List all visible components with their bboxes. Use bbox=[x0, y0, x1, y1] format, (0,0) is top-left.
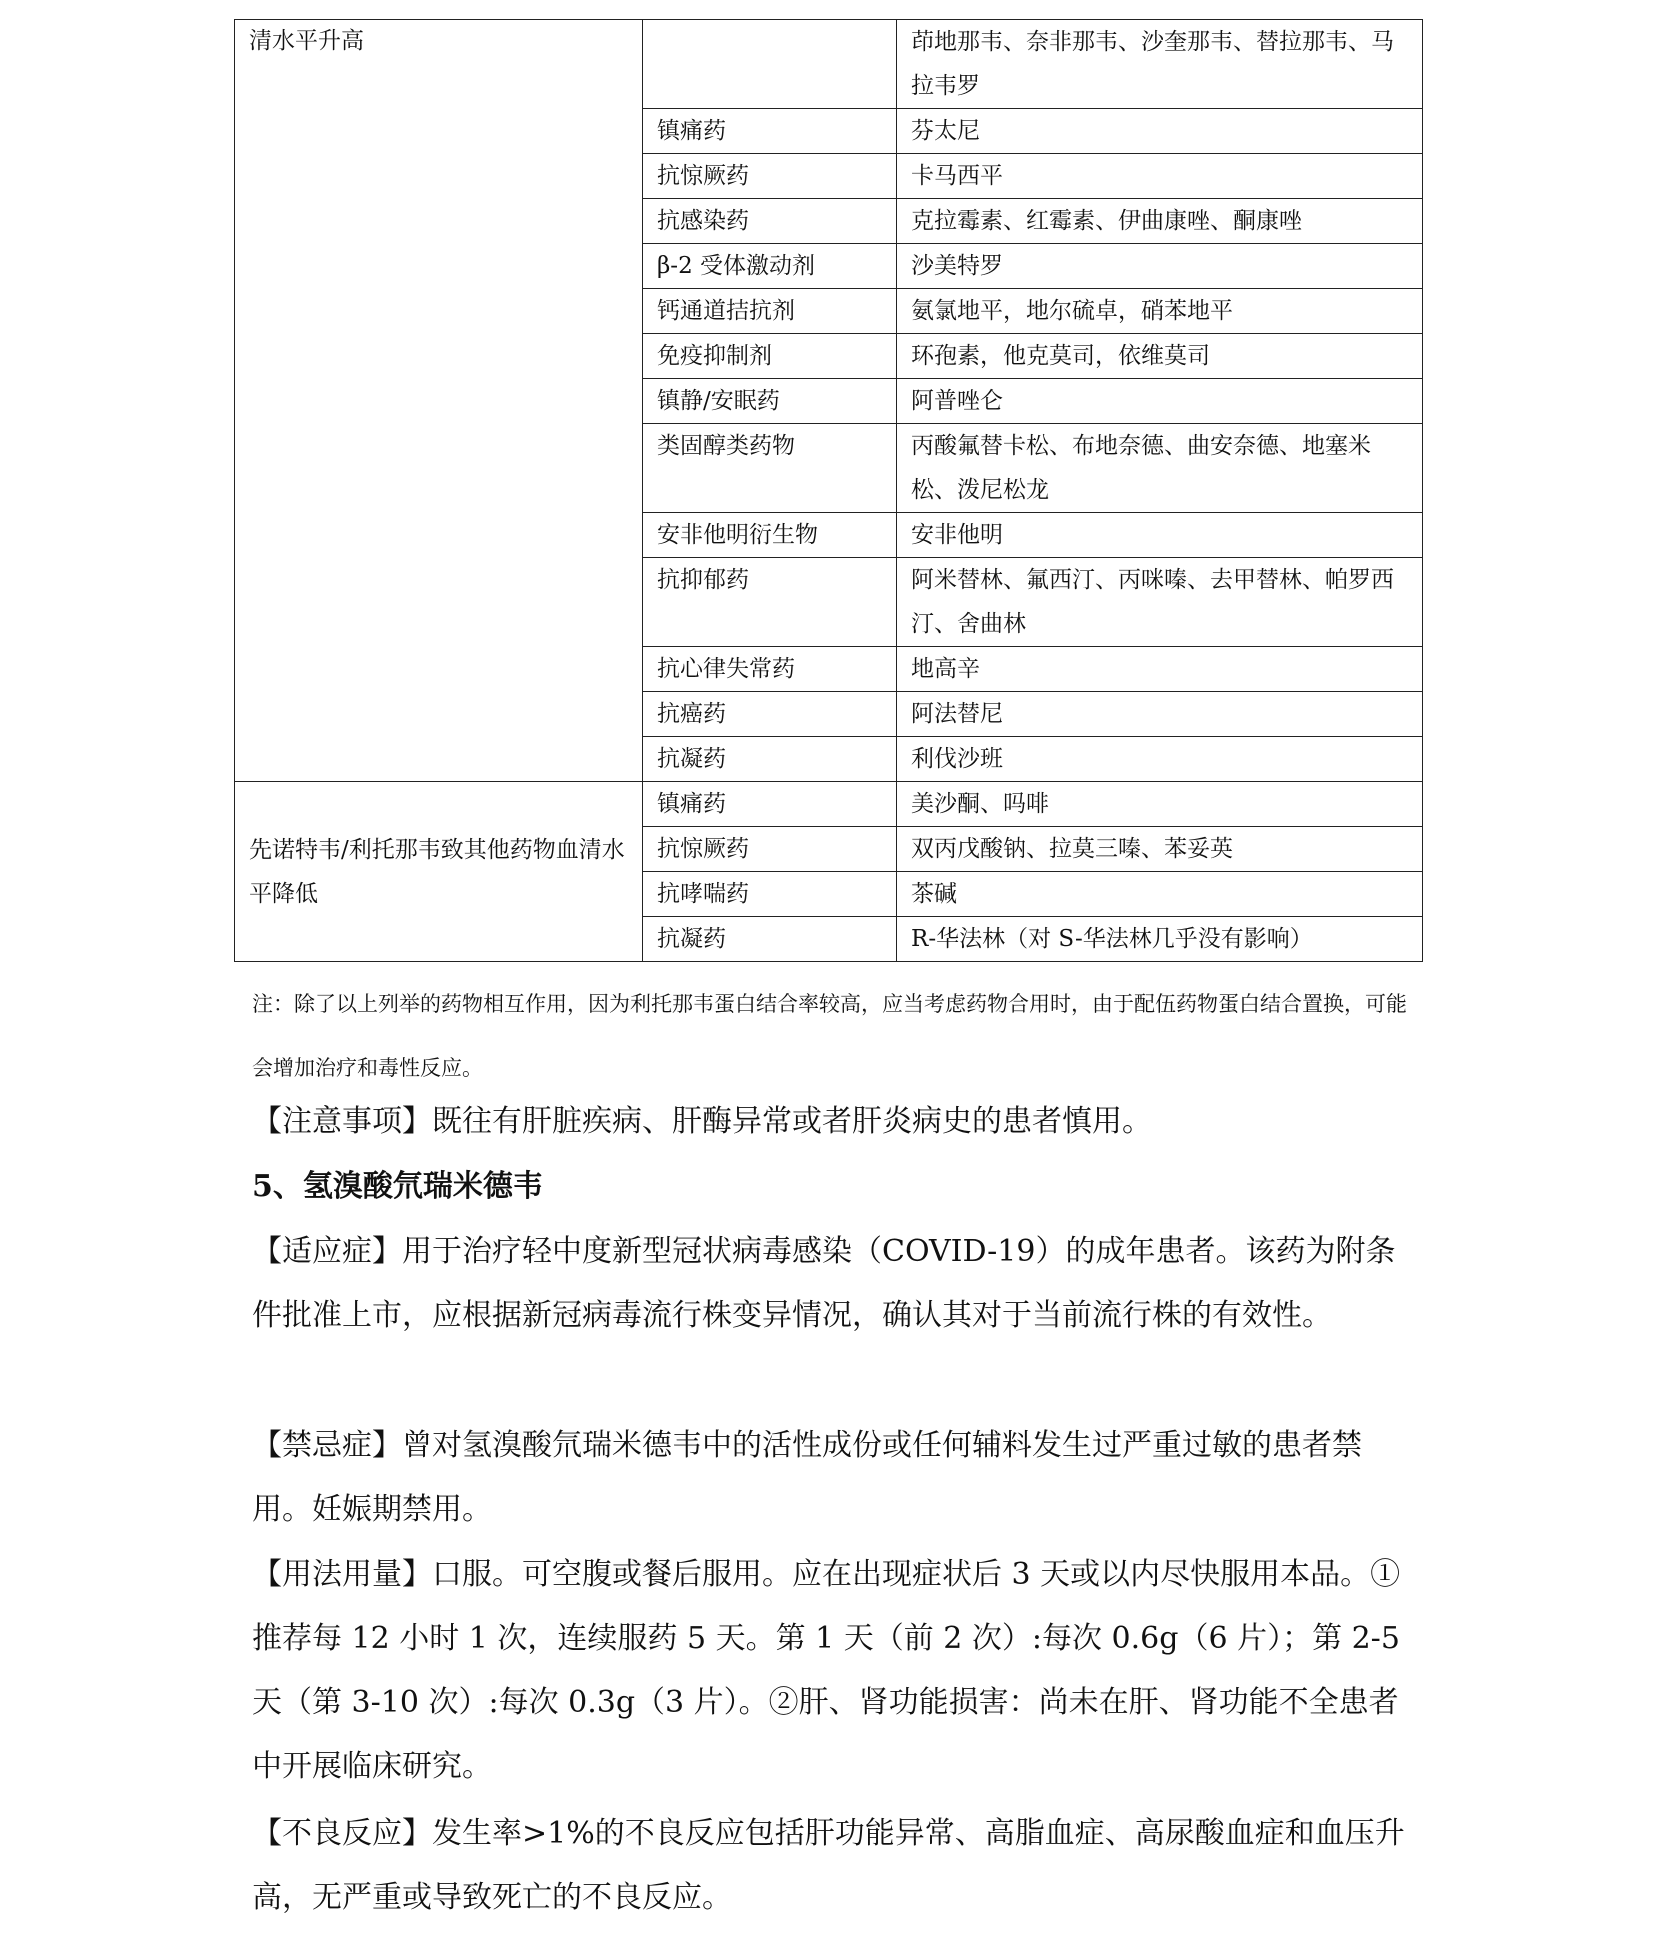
table-row bbox=[235, 782, 1423, 827]
drug-class-cell: 抗感染药 bbox=[643, 199, 897, 244]
drug-list-cell: 丙酸氟替卡松、布地奈德、曲安奈德、地塞米松、泼尼松龙 bbox=[897, 424, 1423, 513]
drug-class-cell: 抗凝药 bbox=[643, 917, 897, 962]
usage-paragraph: 【用法用量】口服。可空腹或餐后服用。应在出现症状后 3 天或以内尽快服用本品。①推荐每 12 小时 1 次，连续服药 5 天。第 1 天（前 2 次）:每次 0.6g（6 片）；第 2-5 天（第 3-10 次）:每次 0.3g（3 片）。②肝、肾功能损害：尚未在肝、肾功能不全患者中开展临床研究。 bbox=[252, 1557, 1401, 1784]
drug-list-cell: 阿法替尼 bbox=[897, 692, 1423, 737]
table-note: 注：除了以上列举的药物相互作用，因为利托那韦蛋白结合率较高，应当考虑药物合用时，由于配伍药物蛋白结合置换，可能会增加治疗和毒性反应。 bbox=[252, 992, 1407, 1080]
indication-paragraph: 【适应症】用于治疗轻中度新型冠状病毒感染（COVID-19）的成年患者。该药为附条件批准上市，应根据新冠病毒流行株变异情况，确认其对于当前流行株的有效性。 bbox=[252, 1234, 1396, 1333]
drug-list-cell: 阿米替林、氟西汀、丙咪嗪、去甲替林、帕罗西汀、舍曲林 bbox=[897, 558, 1423, 647]
drug-class-cell: 抗癌药 bbox=[643, 692, 897, 737]
drug-class-cell: 类固醇类药物 bbox=[643, 424, 897, 513]
adverse-paragraph: 【不良反应】发生率>1%的不良反应包括肝功能异常、高脂血症、高尿酸血症和血压升高，无严重或导致死亡的不良反应。 bbox=[252, 1816, 1405, 1915]
section-heading: 5、氢溴酸氘瑞米德韦 bbox=[252, 1169, 543, 1204]
drug-list-cell: 卡马西平 bbox=[897, 154, 1423, 199]
drug-list-cell: 茚地那韦、奈非那韦、沙奎那韦、替拉那韦、马拉韦罗 bbox=[897, 20, 1423, 109]
drug-class-cell: 镇痛药 bbox=[643, 782, 897, 827]
drug-list-cell: 双丙戊酸钠、拉莫三嗪、苯妥英 bbox=[897, 827, 1423, 872]
drug-class-cell: 抗凝药 bbox=[643, 737, 897, 782]
caution-paragraph: 【注意事项】既往有肝脏疾病、肝酶异常或者肝炎病史的患者慎用。 bbox=[252, 1104, 1152, 1139]
table-row bbox=[235, 20, 1423, 109]
drug-class-cell: 镇静/安眠药 bbox=[643, 379, 897, 424]
drug-list-cell: R-华法林（对 S-华法林几乎没有影响） bbox=[897, 917, 1423, 962]
drug-class-cell: 抗惊厥药 bbox=[643, 827, 897, 872]
drug-list-cell: 地高辛 bbox=[897, 647, 1423, 692]
interaction-group-label: 清水平升高 bbox=[235, 20, 643, 782]
drug-class-cell: 抗抑郁药 bbox=[643, 558, 897, 647]
drug-class-cell: 抗哮喘药 bbox=[643, 872, 897, 917]
drug-class-cell: 免疫抑制剂 bbox=[643, 334, 897, 379]
drug-list-cell: 沙美特罗 bbox=[897, 244, 1423, 289]
drug-list-cell: 利伐沙班 bbox=[897, 737, 1423, 782]
drug-list-cell: 茶碱 bbox=[897, 872, 1423, 917]
drug-list-cell: 氨氯地平，地尔硫卓，硝苯地平 bbox=[897, 289, 1423, 334]
drug-list-cell: 芬太尼 bbox=[897, 109, 1423, 154]
drug-list-cell: 阿普唑仑 bbox=[897, 379, 1423, 424]
drug-class-cell: 镇痛药 bbox=[643, 109, 897, 154]
drug-class-cell bbox=[643, 20, 897, 109]
drug-class-cell: 安非他明衍生物 bbox=[643, 513, 897, 558]
drug-class-cell: 抗惊厥药 bbox=[643, 154, 897, 199]
contraindication-paragraph: 【禁忌症】曾对氢溴酸氘瑞米德韦中的活性成份或任何辅料发生过严重过敏的患者禁用。妊娠期禁用。 bbox=[252, 1428, 1362, 1527]
drug-class-cell: β-2 受体激动剂 bbox=[643, 244, 897, 289]
drug-list-cell: 安非他明 bbox=[897, 513, 1423, 558]
interaction-group-label: 先诺特韦/利托那韦致其他药物血清水平降低 bbox=[235, 782, 643, 962]
drug-interaction-table bbox=[234, 19, 1423, 962]
drug-list-cell: 环孢素，他克莫司，依维莫司 bbox=[897, 334, 1423, 379]
drug-class-cell: 钙通道拮抗剂 bbox=[643, 289, 897, 334]
drug-list-cell: 美沙酮、吗啡 bbox=[897, 782, 1423, 827]
drug-class-cell: 抗心律失常药 bbox=[643, 647, 897, 692]
drug-list-cell: 克拉霉素、红霉素、伊曲康唑、酮康唑 bbox=[897, 199, 1423, 244]
